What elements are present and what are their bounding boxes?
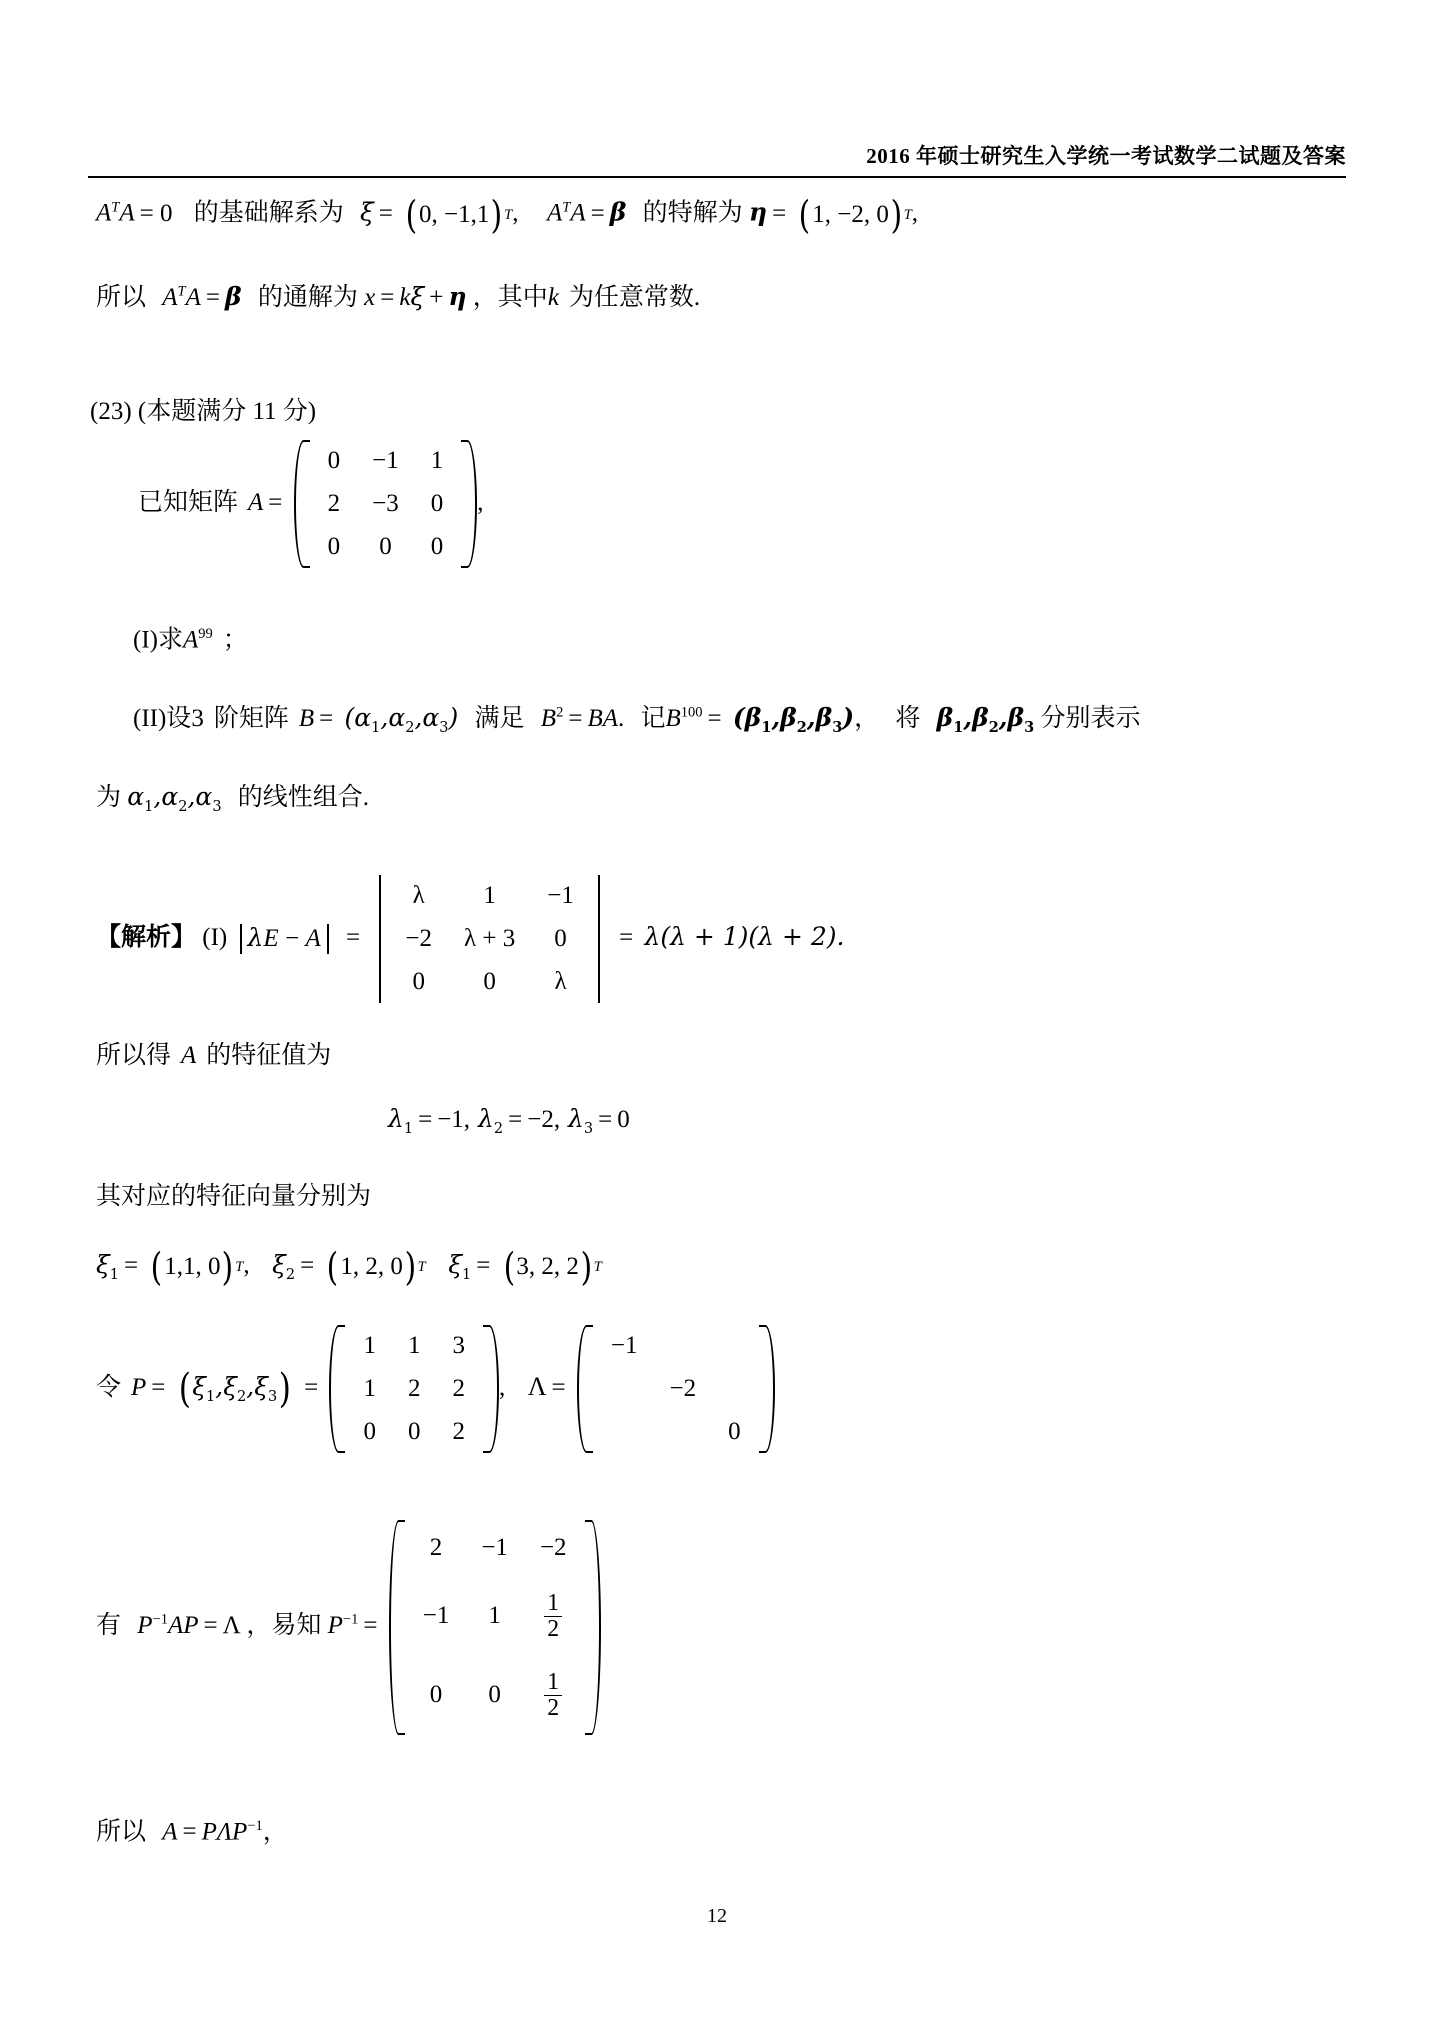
matrix-row: λ 1 −1 bbox=[412, 882, 574, 909]
arbitrary-constant-text: 为任意常数. bbox=[568, 284, 701, 311]
eigenvectors-display: $\xi_1$ = ( 1,1, 0 ) T , $\xi_2$ = ( 1, 2, 0 ) T $\xi_1$ = ( 3, 2, 2 ) T bbox=[96, 1245, 602, 1289]
xi-2: $\xi_2$ bbox=[272, 1249, 296, 1283]
problem-part-2-cont: 为 $\alpha_1,\alpha_2,\alpha_3$ 的线性组合. bbox=[96, 782, 370, 815]
alpha-triple-2: $\alpha_1,\alpha_2,\alpha_3$ bbox=[127, 782, 222, 815]
solution-part-1-tag: (I) bbox=[202, 923, 228, 951]
matrix-P bbox=[329, 1325, 499, 1453]
matrix-Lambda bbox=[577, 1325, 775, 1453]
line-general-solution-basis: $A^TA = 0$ 的基础解系为 ξ = ( 0, −1,1 ) T , $A^TA = \beta$ 的特解为 η = ( 1, −2, 0 ) T , bbox=[96, 193, 919, 237]
final-decomposition-line: 所以 $A = P\Lambda P^{-1}$， bbox=[96, 1818, 288, 1846]
matrix-P-inverse bbox=[389, 1520, 601, 1735]
matrix-row: 0 0 λ bbox=[412, 967, 567, 995]
problem-23-heading: (23) (本题满分 11 分) bbox=[90, 398, 317, 425]
problem-part-2: (II)设3 阶矩阵 $B = (\alpha_1,\alpha_2,\alpha_3)$ 满足 $B^2$ = BA. 记$B^{100} = (\beta_1,\beta_2,\beta_3)$， 将 $\beta_1,\beta_2,\beta_3$ 分别表示 bbox=[133, 703, 1141, 736]
matrix-row: 2 −3 0 bbox=[327, 489, 444, 517]
matrix-row: −1 bbox=[610, 1332, 638, 1359]
xi-3: $\xi_1$ bbox=[448, 1249, 472, 1283]
xi-1-vector: ( 1,1, 0 ) T bbox=[151, 1245, 244, 1289]
matrix-row: −2 λ + 3 0 bbox=[405, 924, 567, 952]
matrix-row: −1 1 $\frac{1}{2}$ bbox=[407, 1577, 583, 1656]
determinant-lhs bbox=[234, 924, 335, 954]
matrix-row: 0 0 2 bbox=[363, 1417, 465, 1445]
xi-symbol: ξ bbox=[360, 197, 374, 227]
P-and-Lambda-row: 令 P = ( $\xi_1,\xi_2,\xi_3$ ) = 1 1 3 1 2 2 0 0 2 , Λ = −1 −2 0 bbox=[96, 1325, 775, 1453]
matrix-P-grid bbox=[347, 1325, 481, 1453]
solution-determinant-row: 【解析】 (I) λE − A = λ 1 −1 −2 λ + 3 0 0 0 λ = λ(λ + 1)(λ + 2). bbox=[96, 875, 844, 1003]
page-header-title: 2016 年硕士研究生入学统一考试数学二试题及答案 bbox=[866, 144, 1346, 168]
matrix-row: −2 bbox=[669, 1374, 697, 1402]
page-number: 12 bbox=[707, 1905, 727, 1927]
fraction-cell: $\frac{1}{2}$ bbox=[524, 1656, 583, 1735]
matrix-A bbox=[294, 440, 478, 568]
char-polynomial-result: λ(λ + 1)(λ + 2). bbox=[644, 921, 845, 951]
determinant-matrix bbox=[371, 875, 607, 1003]
Lambda-symbol: Λ bbox=[527, 1371, 547, 1401]
xi-3-vector: ( 3, 2, 2 ) T bbox=[503, 1245, 602, 1289]
particular-solution-text: 的特解为 bbox=[642, 199, 743, 227]
matrix-row: 1 2 2 bbox=[363, 1374, 465, 1402]
header-divider bbox=[88, 176, 1346, 178]
P-inverse-row: 有 $P^{-1}AP = \Lambda$ ，易知 $P^{-1}$ = 2 −1 −2 −1 1 $\frac{1}{2}$ 0 0 $\frac{1}{2}$ bbox=[96, 1520, 601, 1735]
P-columns: ( $\xi_1,\xi_2,\xi_3$ ) bbox=[178, 1366, 292, 1413]
lambda-E-minus-A: λE − A bbox=[247, 923, 321, 953]
alpha-triple: $(\alpha_1,\alpha_2,\alpha_3)$ bbox=[344, 703, 459, 736]
matrix-P-inverse-grid bbox=[407, 1520, 583, 1735]
matrix-Lambda-grid bbox=[595, 1325, 757, 1453]
problem-part-1: (I)求$A^{99}$ ； bbox=[133, 626, 248, 654]
matrix-row: 0 bbox=[728, 1417, 741, 1445]
beta-triple-2: $\beta_1,\beta_2,\beta_3$ bbox=[936, 703, 1035, 736]
eigenvalues-list: $\lambda_1 = -1$, $\lambda_2 = -2$, $\lambda_3 = 0$ bbox=[388, 1104, 630, 1137]
matrix-row: 1 1 3 bbox=[363, 1332, 465, 1359]
given-matrix-label: 已知矩阵 bbox=[138, 488, 239, 516]
fraction-cell: $\frac{1}{2}$ bbox=[524, 1577, 583, 1656]
solution-heading: 【解析】 bbox=[96, 923, 197, 951]
general-solution-text: 的通解为 bbox=[257, 284, 358, 311]
eta-vector: ( 1, −2, 0 ) T bbox=[799, 193, 912, 237]
page-content bbox=[88, 0, 1346, 2025]
beta-symbol: β bbox=[609, 197, 627, 227]
eigenvector-intro: 其对应的特征向量分别为 bbox=[96, 1183, 372, 1210]
therefore-text: 所以 bbox=[96, 284, 147, 311]
line-general-solution: 所以 $A^TA = \beta$ 的通解为 x = kξ + η ，其中k 为任意常数. bbox=[96, 282, 701, 311]
matrix-row: 0 0 $\frac{1}{2}$ bbox=[407, 1656, 583, 1735]
matrix-A-transpose: A bbox=[96, 199, 112, 227]
xi-vector: ( 0, −1,1 ) T bbox=[405, 193, 513, 237]
beta-triple: $(\beta_1,\beta_2,\beta_3)$ bbox=[732, 703, 855, 736]
beta-symbol: β bbox=[225, 282, 242, 311]
basis-text: 的基础解系为 bbox=[193, 199, 344, 227]
xi-2-vector: ( 1, 2, 0 ) T bbox=[327, 1245, 426, 1289]
eigenvalue-intro: 所以得 A 的特征值为 bbox=[96, 1042, 332, 1069]
determinant-grid bbox=[389, 875, 589, 1003]
matrix-row: 0 0 0 bbox=[327, 532, 444, 560]
eigenvalues-display bbox=[388, 1105, 630, 1138]
xi-1: $\xi_1$ bbox=[96, 1249, 120, 1283]
matrix-row: 0 −1 1 bbox=[327, 447, 444, 474]
matrix-row: 2 −1 −2 bbox=[429, 1534, 567, 1561]
matrix-A-grid bbox=[312, 440, 460, 568]
given-matrix-A-row: 已知矩阵 A = 0 −1 1 2 −3 0 0 0 0 , bbox=[138, 440, 484, 568]
eta-symbol: η bbox=[748, 197, 768, 227]
